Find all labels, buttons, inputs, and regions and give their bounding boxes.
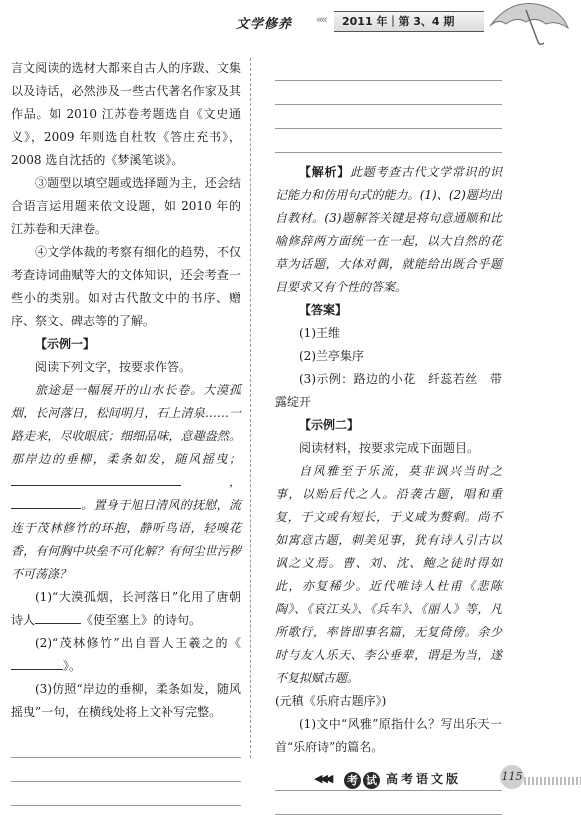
column-divider bbox=[250, 58, 251, 758]
answer-line bbox=[275, 105, 502, 129]
exam-badge bbox=[344, 769, 384, 787]
example-1-heading: 【示例一】 bbox=[35, 337, 96, 351]
magazine-title: 文学修养 bbox=[236, 17, 293, 32]
answer-line bbox=[11, 782, 241, 806]
chevron-icon: ‹‹‹‹ bbox=[316, 13, 326, 26]
answer-heading: 【答案】 bbox=[299, 303, 348, 317]
example-2-heading: 【示例二】 bbox=[299, 418, 360, 432]
example-2-instruction: 阅读材料，按要求完成下面题目。 bbox=[299, 441, 480, 455]
arrows-icon: ◀◀◀ bbox=[314, 772, 331, 785]
passage-source: (元稹《乐府古题序》) bbox=[275, 694, 387, 708]
answer-blank bbox=[11, 669, 63, 670]
example-2-passage: 自风雅至于乐流，莫非讽兴当时之事，以贻后代之人。沿袭古题，唱和重复，于文或有短长，于义咸为赘剩。尚不如寓意古题，刺美见事，犹有诗人引古以讽之义焉。曹、刘、沈、鲍之徒时得如此，亦复稀少。近代唯诗人杜甫《悲陈陶》、《哀江头》、《兵车》、《丽人》等，凡所歌行，率皆即事名篇，无复倚傍。余少时与友人乐天、李公垂辈，谓是为当，遂不复拟赋古题。 bbox=[275, 464, 502, 685]
example-2-question: (1)文中“风雅”原指什么？写出乐天一首“乐府诗”的篇名。 bbox=[275, 717, 502, 754]
analysis-paragraph bbox=[275, 161, 502, 299]
analysis-text: 此题考查古代文学常识的识记能力和仿用句式的能力。(1)、(2)题均出自教材。(3)题解答关键是将句意通顺和比喻修辞两方面统一在一起，以大自然的花草为话题，大体对偶，就能给出既合乎题目要求又有个性的答案。 bbox=[275, 165, 502, 294]
analysis-tag: 【解析】 bbox=[299, 165, 350, 179]
answer-2: (2)兰亭集序 bbox=[299, 349, 364, 363]
answer-blank bbox=[121, 485, 181, 486]
right-column bbox=[275, 57, 502, 815]
question-1-tail: 《使至塞上》的诗句。 bbox=[81, 613, 202, 627]
decorative-bar bbox=[524, 777, 581, 785]
question-2-tail: 》。 bbox=[63, 659, 82, 673]
question-1-text: (1)“大漠孤烟，长河落日”化用了唐朝诗人 bbox=[11, 590, 241, 627]
answer-line bbox=[11, 758, 241, 782]
answer-3: (3)示例：路边的小花 纤蕊若丝 带露绽开 bbox=[275, 372, 502, 409]
exam-badge-char: 试 bbox=[363, 772, 380, 789]
answer-line bbox=[11, 734, 241, 758]
answer-blank bbox=[35, 623, 81, 624]
exam-badge-char: 考 bbox=[344, 772, 361, 789]
answer-line bbox=[275, 57, 502, 81]
page-number: 115 bbox=[500, 765, 524, 789]
answer-line bbox=[275, 791, 502, 815]
question-1 bbox=[11, 586, 241, 632]
answer-blank bbox=[11, 485, 121, 486]
paragraph-point-3: ③题型以填空题或选择题为主，还会结合语言运用题来依文设题，如 2010 年的江苏卷和天津卷。 bbox=[11, 176, 241, 236]
page-header bbox=[0, 0, 581, 44]
answer-1: (1)王维 bbox=[299, 326, 340, 340]
issue-label: 2011 年｜第 3、4 期 bbox=[342, 15, 455, 28]
footer-title: 高考语文版 bbox=[386, 772, 462, 786]
question-3: (3)仿照“岸边的垂柳，柔条如发，随风摇曳”一句，在横线处将上文补写完整。 bbox=[11, 682, 241, 719]
question-2-text: (2)“茂林修竹”出自晋人王羲之的《 bbox=[35, 636, 241, 650]
umbrella-icon bbox=[482, 2, 572, 46]
answer-line bbox=[275, 129, 502, 153]
passage-part-a: 旅途是一幅展开的山水长卷。大漠孤烟，长河落日，松间明月，石上清泉……一路走来，尽收眼底；细细品味，意趣盎然。那岸边的垂柳，柔条如发，随风摇曳； bbox=[11, 383, 241, 466]
paragraph-intro: 言文阅读的选材大都来自古人的序跋、文集以及诗话，必然涉及一些古代著名作家及其作品。如 2010 江苏卷考题选自《文史通义》，2009 年则选自杜牧《答庄充书》，2008 选自沈括的《梦溪笔谈》。 bbox=[11, 61, 241, 167]
left-column bbox=[11, 57, 241, 806]
passage-part-b: 。置身于旭日清风的抚慰，流连于茂林修竹的环抱，静听鸟语，轻嗅花香，有何胸中块垒不可化解？有何尘世污秽不可荡涤？ bbox=[11, 498, 241, 581]
answer-blank bbox=[11, 508, 81, 509]
example-1-instruction: 阅读下列文字，按要求作答。 bbox=[35, 360, 192, 374]
paragraph-point-4: ④文学体裁的考察有细化的趋势，不仅考查诗词曲赋等大的文体知识，还会考查一些小的类别。如对古代散文中的书序、赠序、祭文、碑志等的了解。 bbox=[11, 245, 241, 328]
page-footer bbox=[300, 768, 580, 794]
answer-line bbox=[275, 81, 502, 105]
example-1-passage: 旅途是一幅展开的山水长卷。大漠孤烟，长河落日，松间明月，石上清泉……一路走来，尽收眼底；细细品味，意趣盎然。那岸边的垂柳，柔条如发，随风摇曳；，。置身于旭日清风的抚慰，流连于茂林修竹的环抱，静听鸟语，轻嗅花香，有何胸中块垒不可化解？有何尘世污秽不可荡涤？ bbox=[11, 383, 241, 581]
question-2 bbox=[11, 632, 241, 678]
